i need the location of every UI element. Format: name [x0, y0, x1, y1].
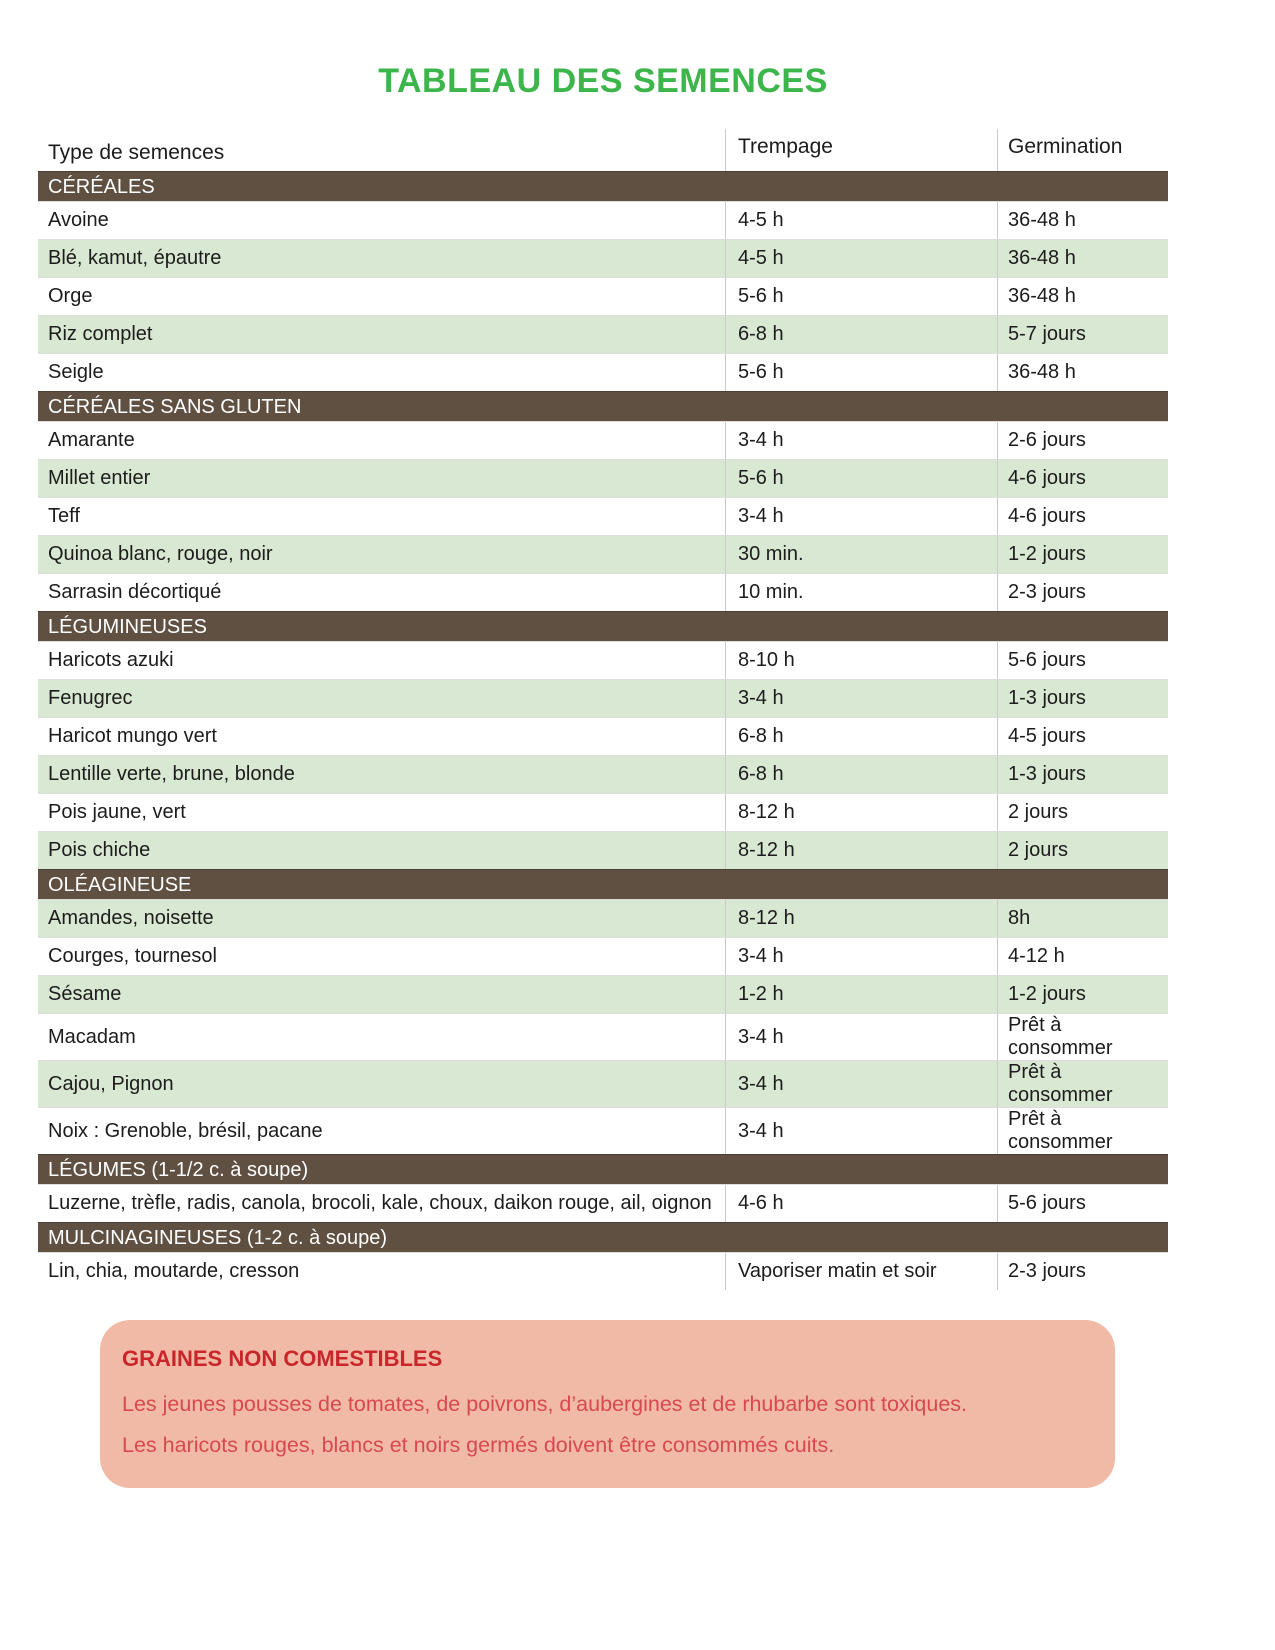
row-trempage-cell: 3-4 h: [725, 1108, 997, 1154]
row-type-cell: Amarante: [48, 429, 135, 451]
row-type-cell: Seigle: [48, 361, 104, 383]
table-row: [38, 831, 1168, 869]
section-header: MULCINAGINEUSES (1-2 c. à soupe): [38, 1222, 1168, 1252]
column-header-type: Type de semences: [48, 141, 225, 164]
row-trempage-cell: 3-4 h: [725, 422, 997, 459]
row-trempage-cell: 5-6 h: [725, 354, 997, 391]
row-germination-cell: 5-6 jours: [997, 1185, 1168, 1222]
table-body: [38, 171, 1168, 1290]
row-trempage-cell: 10 min.: [725, 574, 997, 611]
row-type-cell: Luzerne, trèfle, radis, canola, brocoli, kale, choux, daikon rouge, ail, oignon: [48, 1192, 712, 1214]
column-header-trempage: Trempage: [725, 129, 997, 171]
row-trempage-cell: 8-12 h: [725, 900, 997, 937]
row-type-cell: Pois chiche: [48, 839, 151, 861]
row-germination-cell: 1-3 jours: [997, 756, 1168, 793]
row-germination-cell: 2-3 jours: [997, 574, 1168, 611]
row-trempage-cell: 5-6 h: [725, 460, 997, 497]
table-row: [38, 201, 1168, 239]
row-trempage-cell: 3-4 h: [725, 680, 997, 717]
section-header: LÉGUMES (1-1/2 c. à soupe): [38, 1154, 1168, 1184]
row-germination-cell: Prêt à consommer: [997, 1108, 1168, 1154]
row-germination-cell: Prêt à consommer: [997, 1061, 1168, 1107]
semences-table: [38, 129, 1168, 1290]
row-type-cell: Lentille verte, brune, blonde: [48, 763, 295, 785]
table-row: [38, 239, 1168, 277]
row-germination-cell: 8h: [997, 900, 1168, 937]
table-row: [38, 573, 1168, 611]
row-germination-cell: 2-6 jours: [997, 422, 1168, 459]
table-row: [38, 1107, 1168, 1154]
row-trempage-cell: 6-8 h: [725, 316, 997, 353]
section-header: CÉRÉALES SANS GLUTEN: [38, 391, 1168, 421]
row-trempage-cell: 8-12 h: [725, 794, 997, 831]
row-trempage-cell: 3-4 h: [725, 938, 997, 975]
row-germination-cell: 2 jours: [997, 794, 1168, 831]
row-trempage-cell: 4-6 h: [725, 1185, 997, 1222]
table-row: [38, 1252, 1168, 1290]
table-header-row: [38, 129, 1168, 171]
row-germination-cell: 5-6 jours: [997, 642, 1168, 679]
table-row: [38, 717, 1168, 755]
table-row: [38, 679, 1168, 717]
section-header: OLÉAGINEUSE: [38, 869, 1168, 899]
row-germination-cell: Prêt à consommer: [997, 1014, 1168, 1060]
row-trempage-cell: 4-5 h: [725, 202, 997, 239]
row-trempage-cell: 5-6 h: [725, 278, 997, 315]
warning-line-toxiques: Les jeunes pousses de tomates, de poivrons, d’aubergines et de rhubarbe sont toxiques.: [122, 1392, 968, 1416]
table-row: [38, 793, 1168, 831]
warning-box: [100, 1320, 1115, 1488]
row-germination-cell: 1-2 jours: [997, 536, 1168, 573]
row-type-cell: Pois jaune, vert: [48, 801, 186, 823]
row-trempage-cell: 1-2 h: [725, 976, 997, 1013]
table-row: [38, 1060, 1168, 1107]
row-trempage-cell: 3-4 h: [725, 1061, 997, 1107]
page-title: TABLEAU DES SEMENCES: [378, 62, 828, 100]
row-type-cell: Millet entier: [48, 467, 151, 489]
row-type-cell: Noix : Grenoble, brésil, pacane: [48, 1119, 323, 1142]
row-germination-cell: 36-48 h: [997, 354, 1168, 391]
table-row: [38, 1184, 1168, 1222]
row-germination-cell: 36-48 h: [997, 202, 1168, 239]
row-type-cell: Cajou, Pignon: [48, 1072, 174, 1095]
row-type-cell: Haricot mungo vert: [48, 725, 217, 747]
table-row: [38, 497, 1168, 535]
table-row: [38, 459, 1168, 497]
warning-line-haricots: Les haricots rouges, blancs et noirs germés doivent être consommés cuits.: [122, 1433, 835, 1457]
table-row: [38, 353, 1168, 391]
row-trempage-cell: 8-12 h: [725, 832, 997, 869]
page: [38, 0, 1168, 1488]
row-type-cell: Haricots azuki: [48, 649, 174, 671]
row-trempage-cell: 30 min.: [725, 536, 997, 573]
table-row: [38, 315, 1168, 353]
row-trempage-cell: 3-4 h: [725, 1014, 997, 1060]
row-germination-cell: 1-3 jours: [997, 680, 1168, 717]
row-type-cell: Sésame: [48, 983, 122, 1005]
warning-title: GRAINES NON COMESTIBLES: [122, 1346, 443, 1371]
column-header-germination: Germination: [997, 129, 1168, 171]
row-germination-cell: 4-12 h: [997, 938, 1168, 975]
row-type-cell: Blé, kamut, épautre: [48, 247, 222, 269]
row-type-cell: Quinoa blanc, rouge, noir: [48, 543, 273, 565]
row-type-cell: Macadam: [48, 1025, 136, 1048]
table-row: [38, 937, 1168, 975]
table-row: [38, 975, 1168, 1013]
row-trempage-cell: 4-5 h: [725, 240, 997, 277]
row-germination-cell: 36-48 h: [997, 278, 1168, 315]
row-germination-cell: 1-2 jours: [997, 976, 1168, 1013]
table-row: [38, 421, 1168, 459]
row-trempage-cell: 6-8 h: [725, 718, 997, 755]
row-type-cell: Courges, tournesol: [48, 945, 217, 967]
section-header: LÉGUMINEUSES: [38, 611, 1168, 641]
table-row: [38, 277, 1168, 315]
row-type-cell: Orge: [48, 285, 93, 307]
row-trempage-cell: 6-8 h: [725, 756, 997, 793]
row-trempage-cell: 3-4 h: [725, 498, 997, 535]
row-type-cell: Avoine: [48, 209, 109, 231]
table-row: [38, 1013, 1168, 1060]
section-header: CÉRÉALES: [38, 171, 1168, 201]
row-trempage-cell: Vaporiser matin et soir: [725, 1253, 997, 1290]
row-germination-cell: 36-48 h: [997, 240, 1168, 277]
row-type-cell: Fenugrec: [48, 687, 133, 709]
table-row: [38, 535, 1168, 573]
table-row: [38, 899, 1168, 937]
table-row: [38, 755, 1168, 793]
row-type-cell: Amandes, noisette: [48, 907, 214, 929]
row-germination-cell: 4-6 jours: [997, 498, 1168, 535]
row-type-cell: Sarrasin décortiqué: [48, 581, 222, 603]
row-trempage-cell: 8-10 h: [725, 642, 997, 679]
row-germination-cell: 4-5 jours: [997, 718, 1168, 755]
row-germination-cell: 2 jours: [997, 832, 1168, 869]
row-type-cell: Teff: [48, 505, 80, 527]
row-germination-cell: 4-6 jours: [997, 460, 1168, 497]
table-row: [38, 641, 1168, 679]
row-type-cell: Riz complet: [48, 323, 153, 345]
row-germination-cell: 2-3 jours: [997, 1253, 1168, 1290]
row-germination-cell: 5-7 jours: [997, 316, 1168, 353]
row-type-cell: Lin, chia, moutarde, cresson: [48, 1260, 300, 1282]
